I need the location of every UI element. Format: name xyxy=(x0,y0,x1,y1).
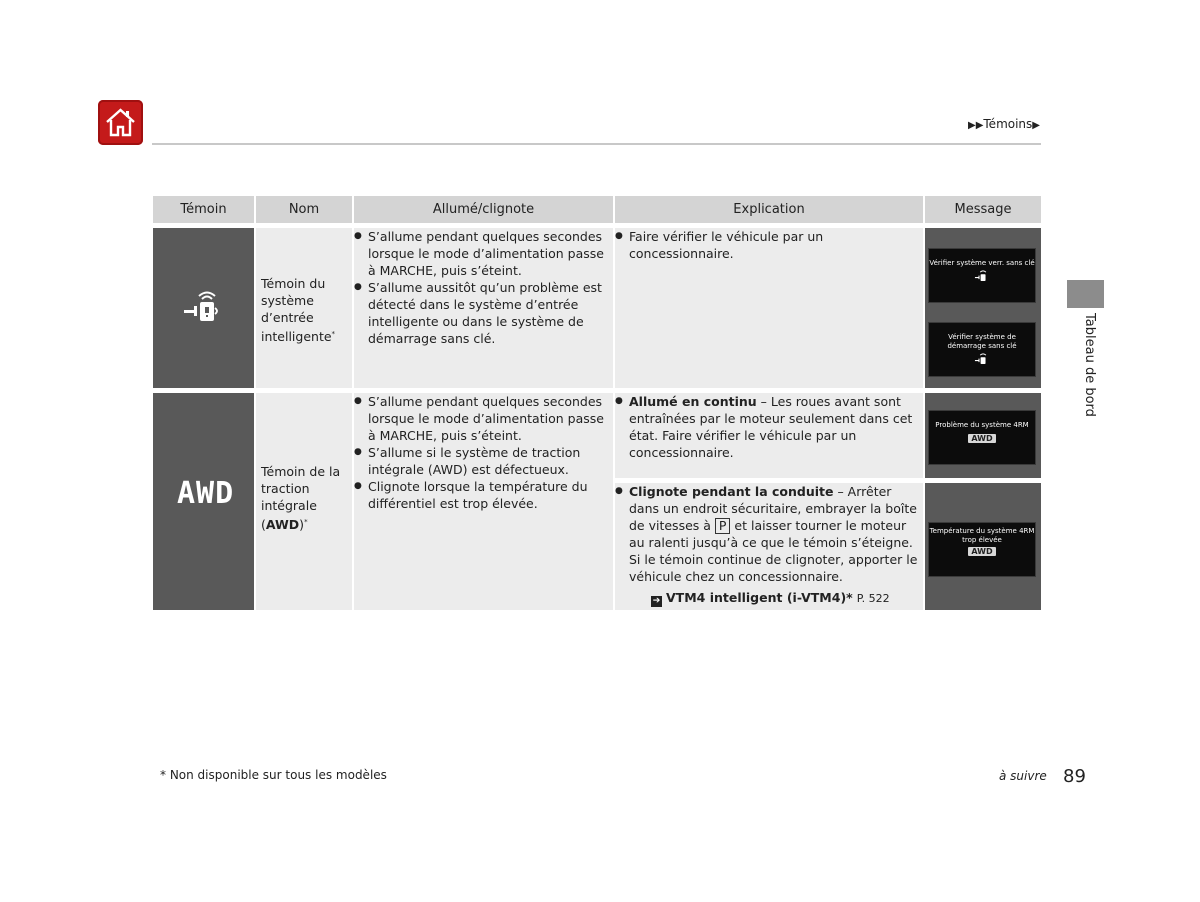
message-display xyxy=(928,248,1036,303)
list-item: ● Faire vérifier le véhicule par un concessionnaire. xyxy=(615,228,923,262)
row2-name-end: ) xyxy=(299,517,305,533)
section-tab-marker xyxy=(1067,280,1104,308)
reference-arrow-icon: ➔ xyxy=(652,596,661,606)
list-item: ● S’allume pendant quelques secondes lorsque le mode d’alimentation passe à MARCHE, puis s’éteint. xyxy=(354,393,613,444)
row2-name: Témoin de la traction intégrale ( xyxy=(261,464,341,533)
awd-warning-icon: AWD xyxy=(177,476,235,511)
awd-small-icon: AWD xyxy=(968,434,995,443)
header-message: Message xyxy=(925,196,1041,223)
reference-mark: * xyxy=(846,590,853,605)
message-text: Problème du système 4RM xyxy=(935,421,1029,429)
explication-text: – Arrêter dans un endroit sécuritaire, embrayer la boîte de vitesses à xyxy=(629,484,917,533)
header-allume: Allumé/clignote xyxy=(354,196,613,223)
header-temoin: Témoin xyxy=(153,196,254,223)
breadcrumb-suffix-arrow: ▶ xyxy=(1032,120,1040,131)
breadcrumb-label: Témoins xyxy=(983,117,1033,131)
row2-explication-cell-1 xyxy=(615,393,923,478)
row1-name: Témoin du système d’entrée intelligente xyxy=(261,276,332,345)
section-tab-label: Tableau de bord xyxy=(1082,313,1097,417)
home-icon xyxy=(104,106,137,139)
smart-entry-small-icon xyxy=(973,353,991,365)
awd-small-icon: AWD xyxy=(968,547,995,556)
park-position-box: P xyxy=(715,518,731,534)
message-display xyxy=(928,322,1036,377)
header-explication: Explication xyxy=(615,196,923,223)
row2-name-bold: AWD xyxy=(265,517,300,533)
cross-reference-link[interactable] xyxy=(651,589,890,607)
row2-allume-cell xyxy=(354,393,613,610)
reference-title: VTM4 intelligent (i-VTM4) xyxy=(666,590,847,605)
page-number: 89 xyxy=(1063,766,1086,787)
list-item: ● Clignote lorsque la température du différentiel est trop élevée. xyxy=(354,478,613,512)
row1-explication-cell xyxy=(615,228,923,388)
message-text: Vérifier système verr. sans clé xyxy=(929,259,1035,267)
header-nom: Nom xyxy=(256,196,352,223)
list-item: ● S’allume si le système de traction intégrale (AWD) est défectueux. xyxy=(354,444,613,478)
row2-icon-cell xyxy=(153,393,254,610)
smart-entry-small-icon xyxy=(973,270,991,282)
explication-text: – Les roues avant sont entraînées par le moteur seulement dans cet état. Faire vérifier le véhicule par un concessionnaire. xyxy=(629,394,913,460)
message-text: Vérifier système de démarrage sans clé xyxy=(947,333,1017,350)
row1-allume-cell xyxy=(354,228,613,388)
row2-message-cell-2 xyxy=(925,483,1041,610)
message-display xyxy=(928,522,1036,577)
row1-icon-cell xyxy=(153,228,254,388)
row2-message-cell-1 xyxy=(925,393,1041,478)
list-item: ● S’allume pendant quelques secondes lorsque le mode d’alimentation passe à MARCHE, puis s’éteint. xyxy=(354,228,613,279)
breadcrumb[interactable] xyxy=(968,117,1040,131)
header-divider xyxy=(152,143,1041,145)
message-text: Température du système 4RM trop élevée xyxy=(929,527,1035,544)
row1-message-cell xyxy=(925,228,1041,388)
continue-label: à suivre xyxy=(999,769,1047,783)
footnote: * Non disponible sur tous les modèles xyxy=(160,768,387,782)
row1-name-cell xyxy=(256,228,352,388)
smart-entry-warning-icon xyxy=(182,290,226,324)
list-item: ● S’allume aussitôt qu’un problème est détecté dans le système d’entrée intelligente ou dans le système de démarrage sans clé. xyxy=(354,279,613,347)
row2-explication-cell-2 xyxy=(615,483,923,610)
message-display xyxy=(928,410,1036,465)
list-item xyxy=(615,393,923,461)
reference-page: P. 522 xyxy=(856,592,890,605)
row2-name-mark: * xyxy=(304,518,308,526)
explication-text: et laisser tourner le moteur au ralenti jusqu’à ce que le témoin s’éteigne. Si le témoin continue de clignoter, apporter le véhicule chez un concessionnaire. xyxy=(629,518,918,584)
breadcrumb-prefix-arrows: ▶▶ xyxy=(968,120,984,131)
row1-name-mark: * xyxy=(331,330,336,338)
home-button[interactable] xyxy=(98,100,143,145)
explication-bold: Clignote pendant la conduite xyxy=(629,484,834,499)
explication-bold: Allumé en continu xyxy=(629,394,757,409)
list-item xyxy=(615,483,923,585)
row2-name-cell xyxy=(256,393,352,610)
